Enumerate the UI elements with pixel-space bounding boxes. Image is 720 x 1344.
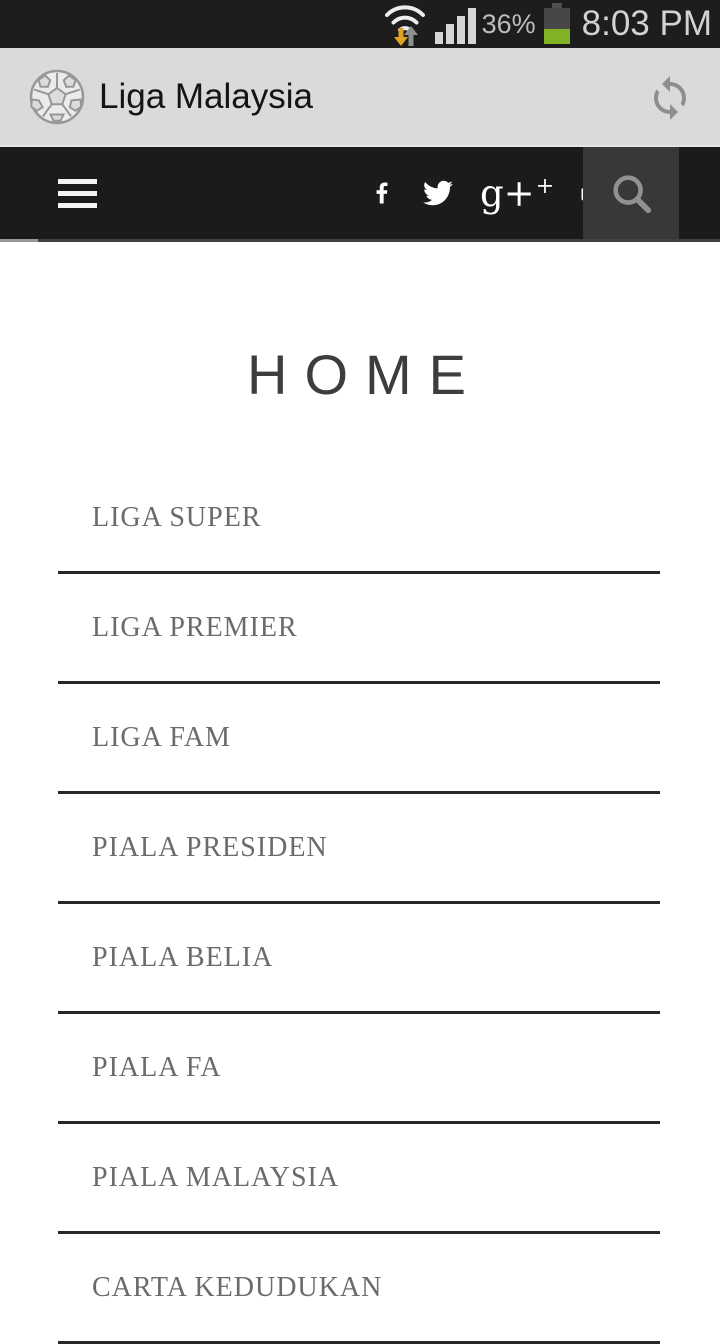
facebook-button[interactable]: [368, 177, 396, 209]
list-item[interactable]: [58, 574, 660, 684]
list-item[interactable]: [58, 464, 660, 574]
twitter-icon: [421, 178, 455, 208]
refresh-button[interactable]: [646, 74, 694, 122]
search-button[interactable]: [583, 147, 679, 239]
nav-bottom-divider: [0, 239, 720, 242]
battery-percent: 36%: [481, 8, 536, 39]
google-plus-icon: g++: [480, 171, 555, 215]
refresh-icon: [646, 74, 694, 122]
list-item[interactable]: [58, 684, 660, 794]
page-content: [0, 342, 720, 1344]
page-title: HOME: [247, 343, 483, 406]
social-links: [368, 147, 609, 239]
menu-button[interactable]: [58, 177, 98, 210]
list-item-label: LIGA FAM: [92, 722, 231, 753]
list-item-label: LIGA SUPER: [92, 502, 262, 533]
app-title: Liga Malaysia: [99, 76, 313, 116]
facebook-icon: [368, 177, 396, 209]
battery-icon: [543, 3, 571, 45]
list-item-label: PIALA PRESIDEN: [92, 832, 328, 863]
list-item-label: PIALA MALAYSIA: [92, 1162, 340, 1193]
nav-progress-indicator: [0, 239, 38, 242]
wifi-updown-icon: [382, 1, 428, 47]
signal-bars-icon: [435, 4, 477, 44]
app-header: [0, 48, 720, 147]
list-item[interactable]: [58, 1234, 660, 1344]
search-icon: [608, 170, 654, 216]
list-item-label: CARTA KEDUDUKAN: [92, 1272, 383, 1303]
list-item[interactable]: [58, 1014, 660, 1124]
menu-list: [58, 464, 660, 1344]
clock: 8:03 PM: [581, 4, 712, 43]
soccer-ball-logo-icon: [28, 68, 86, 126]
list-item-label: PIALA FA: [92, 1052, 222, 1083]
status-bar: [0, 0, 720, 48]
list-item[interactable]: [58, 1124, 660, 1234]
nav-bar: [0, 147, 720, 242]
hamburger-icon: [58, 179, 98, 208]
list-item-label: LIGA PREMIER: [92, 612, 298, 643]
google-plus-button[interactable]: [480, 171, 555, 215]
list-item-label: PIALA BELIA: [92, 942, 274, 973]
list-item[interactable]: [58, 794, 660, 904]
list-item[interactable]: [58, 904, 660, 1014]
twitter-button[interactable]: [421, 178, 455, 208]
